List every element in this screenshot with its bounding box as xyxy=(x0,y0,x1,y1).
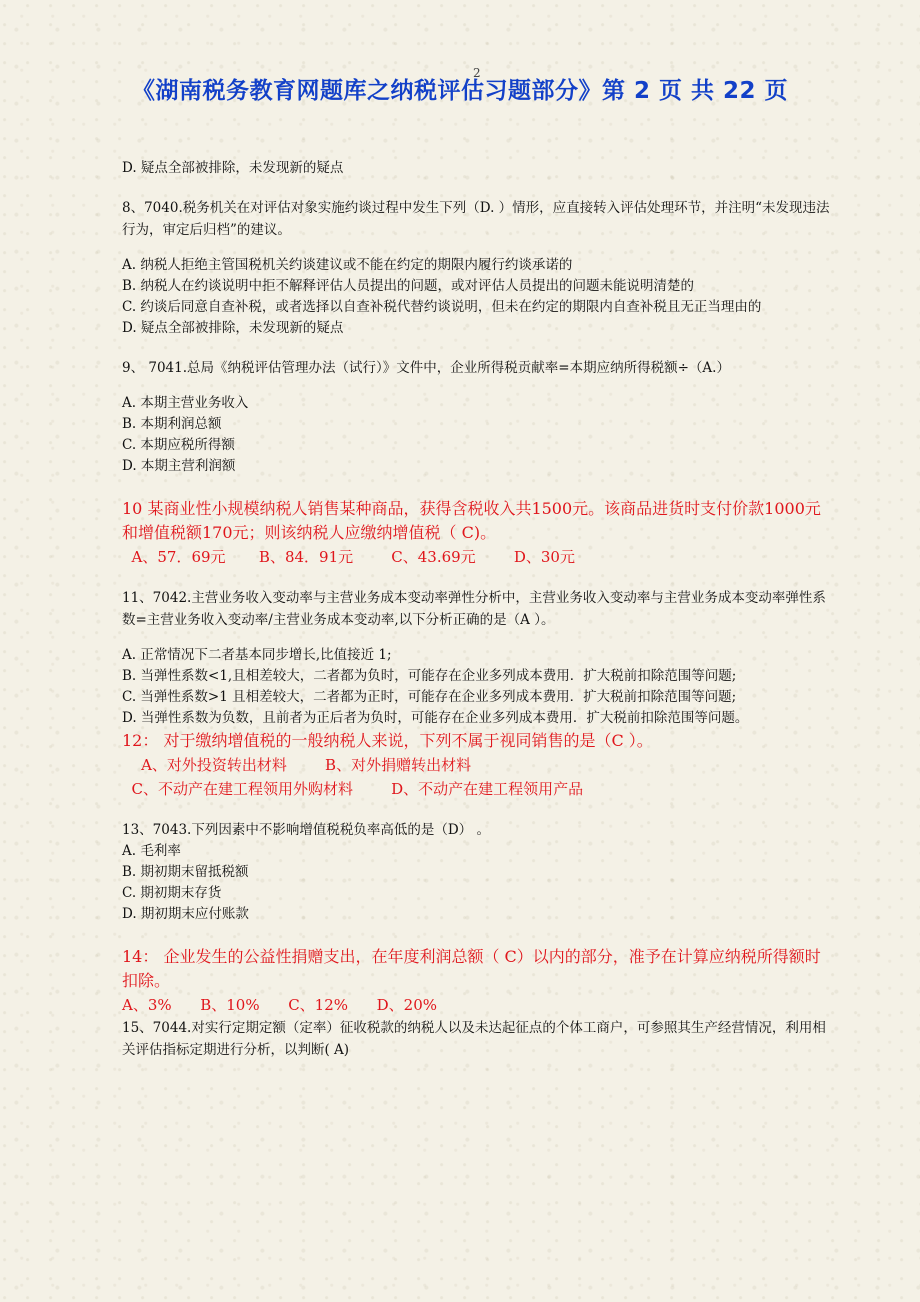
q13-option-d: D. 期初期末应付账款 xyxy=(122,906,249,922)
q12-options-line1: A、对外投资转出材料 B、对外捐赠转出材料 xyxy=(122,756,472,774)
q7-option-d: D. 疑点全部被排除，未发现新的疑点 xyxy=(122,160,344,176)
document-body xyxy=(122,158,834,1061)
q9-option-c: C. 本期应税所得额 xyxy=(122,437,235,453)
q8-option-d: D. 疑点全部被排除，未发现新的疑点 xyxy=(122,320,344,336)
question-9: 9、 7041.总局《纳税评估管理办法（试行）》文件中，企业所得税贡献率=本期应纳所得税额÷（A.） xyxy=(122,360,730,376)
q8-option-b: B. 纳税人在约谈说明中拒不解释评估人员提出的问题，或对评估人员提出的问题未能说明清楚的 xyxy=(122,278,695,294)
q9-option-a: A. 本期主营业务收入 xyxy=(122,395,249,411)
q13-option-a: A. 毛利率 xyxy=(122,843,181,859)
q11-option-c: C. 当弹性系数>1 且相差较大，二者都为正时，可能存在企业多列成本费用．扩大税前扣除范围等问题; xyxy=(122,689,737,705)
page-header-title: 《湖南税务教育网题库之纳税评估习题部分》第 2 页 共 22 页 xyxy=(131,78,789,104)
q12-options-line2: C、不动产在建工程领用外购材料 D、不动产在建工程领用产品 xyxy=(122,780,584,798)
q14-options: A、3% B、10% C、12% D、20% xyxy=(122,996,438,1014)
q8-option-c: C. 约谈后同意自查补税，或者选择以自查补税代替约谈说明，但未在约定的期限内自查补税且无正当理由的 xyxy=(122,299,762,315)
q9-option-d: D. 本期主营利润额 xyxy=(122,458,236,474)
q8-option-a: A. 纳税人拒绝主管国税机关约谈建议或不能在约定的期限内履行约谈承诺的 xyxy=(122,257,573,273)
q11-option-b: B. 当弹性系数<1,且相差较大，二者都为负时，可能存在企业多列成本费用．扩大税前扣除范围等问题; xyxy=(122,668,737,684)
question-8: 8、7040.税务机关在对评估对象实施约谈过程中发生下列（D. ）情形，应直接转入评估处理环节，并注明“未发现违法行为，审定后归档”的建议。 xyxy=(122,200,830,238)
question-14: 14： 企业发生的公益性捐赠支出，在年度利润总额（ C）以内的部分，准予在计算应纳税所得额时扣除。 xyxy=(122,947,821,990)
q11-option-a: A. 正常情况下二者基本同步增长,比值接近 1; xyxy=(122,647,392,663)
question-10: 10 某商业性小规模纳税人销售某种商品，获得含税收入共1500元。该商品进货时支付价款1000元和增值税额170元；则该纳税人应缴纳增值税（ C)。 xyxy=(122,499,821,542)
q10-options: A、57．69元 B、84．91元 C、43.69元 D、30元 xyxy=(122,548,575,566)
q9-option-b: B. 本期利润总额 xyxy=(122,416,222,432)
question-12: 12： 对于缴纳增值税的一般纳税人来说，下列不属于视同销售的是（C ）。 xyxy=(122,731,653,750)
page-marker: 2 xyxy=(473,66,481,80)
q11-option-d: D. 当弹性系数为负数，且前者为正后者为负时，可能存在企业多列成本费用．扩大税前扣除范围等问题。 xyxy=(122,710,749,726)
q13-option-c: C. 期初期末存货 xyxy=(122,885,222,901)
question-13: 13、7043.下列因素中不影响增值税税负率高低的是（D） 。 xyxy=(122,822,490,838)
q13-option-b: B. 期初期末留抵税额 xyxy=(122,864,249,880)
question-15: 15、7044.对实行定期定额（定率）征收税款的纳税人以及未达起征点的个体工商户，可参照其生产经营情况，利用相关评估指标定期进行分析，以判断( A) xyxy=(122,1020,826,1058)
question-11: 11、7042.主营业务收入变动率与主营业务成本变动率弹性分析中，主营业务收入变动率与主营业务成本变动率弹性系数=主营业务收入变动率/主营业务成本变动率,以下分析正确的是（A ）。 xyxy=(122,590,826,628)
